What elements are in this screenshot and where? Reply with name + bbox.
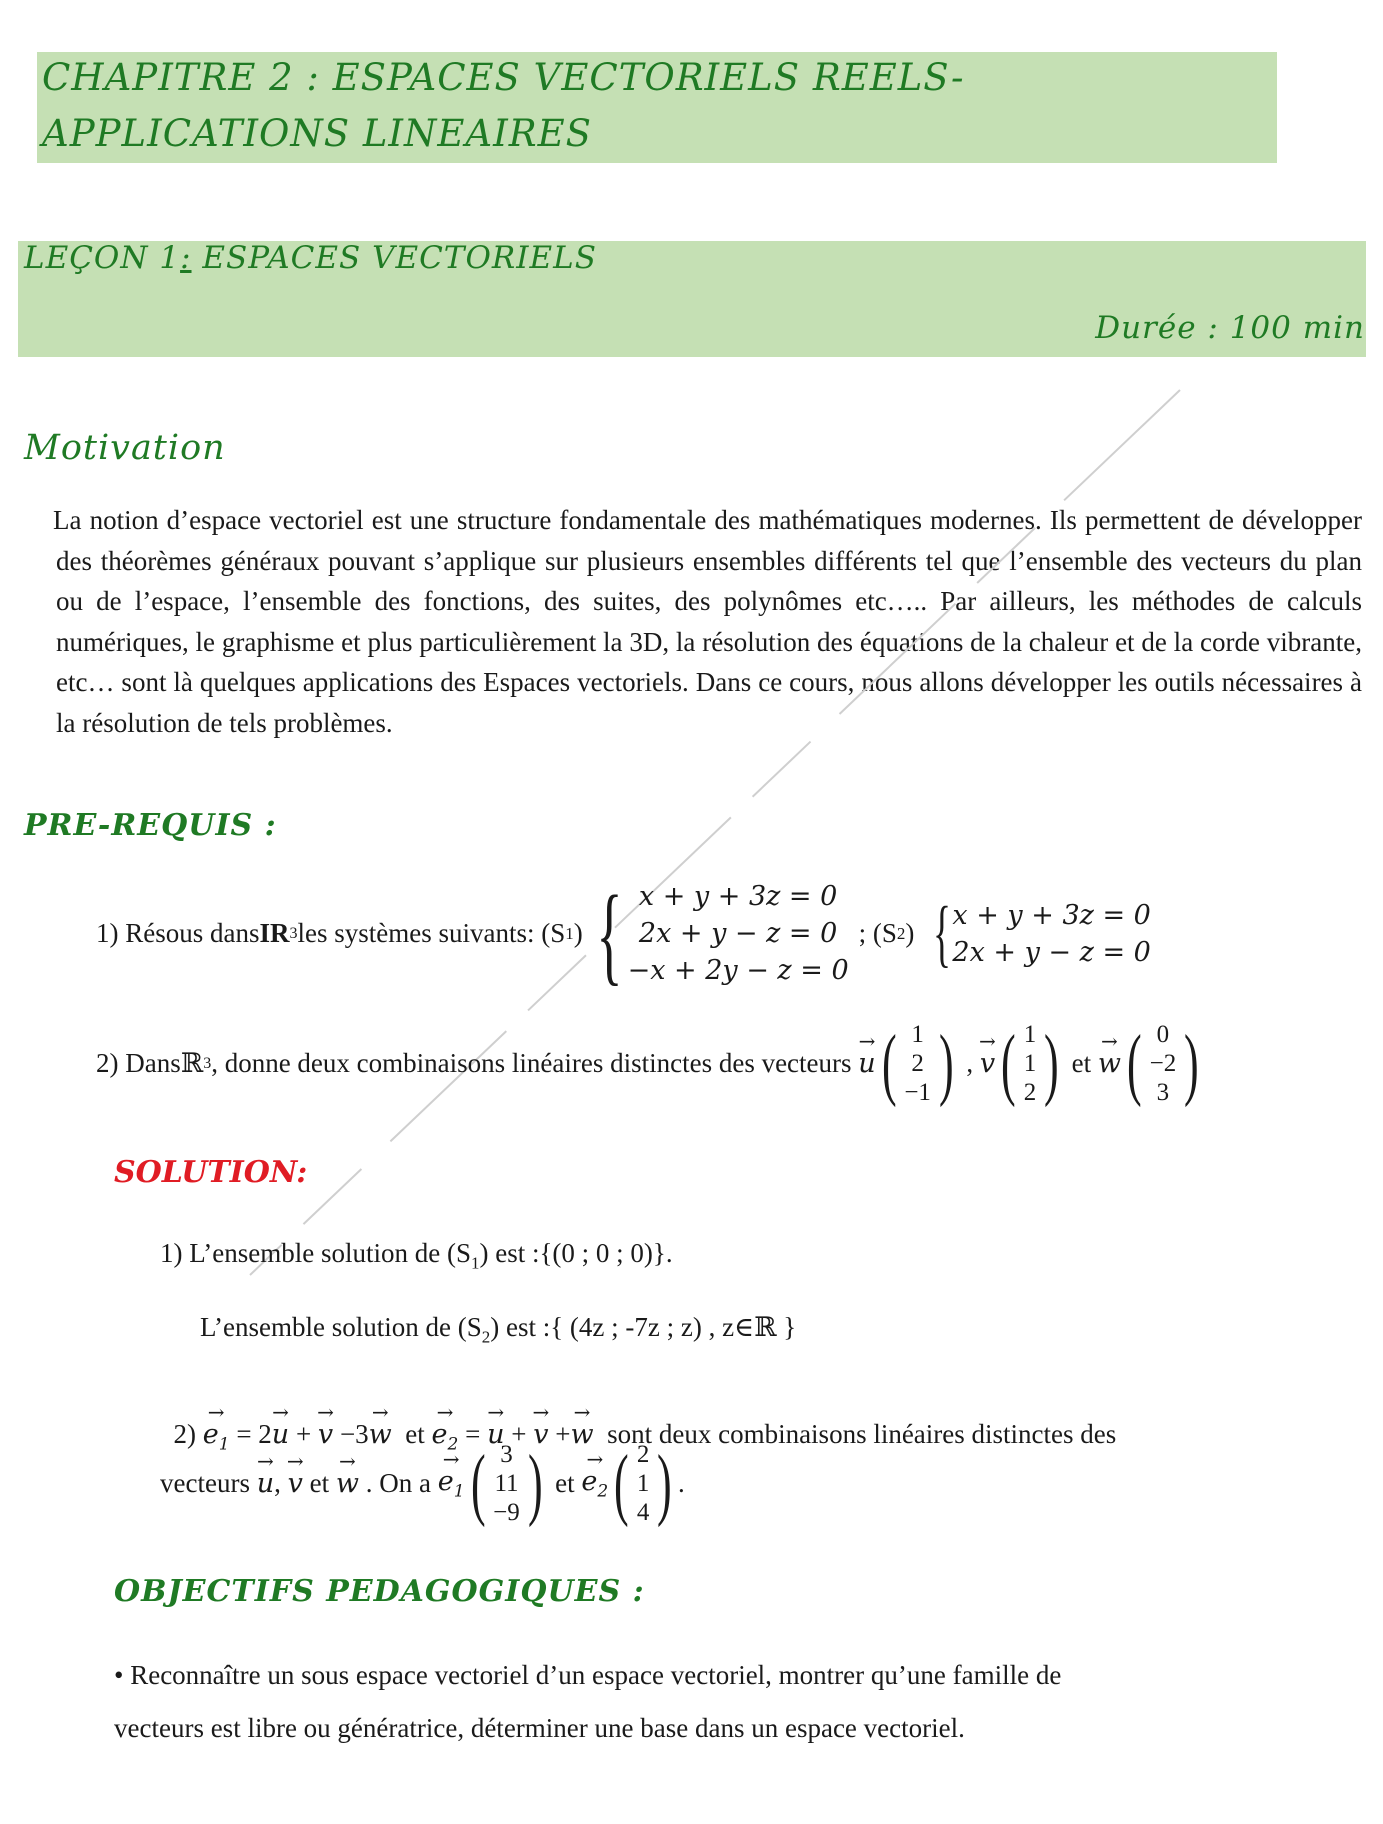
- pen-stroke-decoration: [240, 385, 1190, 1285]
- motivation-heading: Motivation: [24, 428, 226, 468]
- system-s2-brace: {: [933, 892, 952, 975]
- sol2-l2-w: → w: [336, 1468, 359, 1499]
- solution-2-line-2: [160, 1440, 685, 1527]
- q2-prefix: 2) Dans: [96, 1048, 181, 1078]
- sol2-l2-v: → v: [288, 1468, 303, 1499]
- w-comp-2: −2: [1149, 1050, 1177, 1077]
- vector-w-name: → w: [1098, 1048, 1121, 1079]
- sol2-l2-e1: → $e_1$: [438, 1466, 465, 1501]
- sol2-w2: → w: [570, 1419, 593, 1450]
- solution-1-line-1: [160, 1238, 673, 1273]
- sol2-plus2: +: [504, 1419, 534, 1449]
- sol2-eq1: = 2: [229, 1419, 272, 1449]
- system-s1: [628, 878, 849, 989]
- e1-name: → $e_1$: [203, 1419, 230, 1454]
- vector-u: ( 1 2 −1 ): [881, 1019, 954, 1108]
- w-comp-3: 3: [1156, 1079, 1170, 1106]
- vector-u-name: → u: [858, 1048, 875, 1079]
- solution-1-line-2: [200, 1312, 796, 1347]
- e1-comp-3: −9: [493, 1499, 520, 1526]
- e1-comp-2: 11: [494, 1470, 519, 1497]
- vector-e2: ( 2 1 4 ): [614, 1439, 673, 1528]
- sol1-l1-b: ) est :{(0 ; 0 ; 0)}.: [479, 1238, 673, 1268]
- sol2-v: → v: [318, 1419, 333, 1450]
- s1-equation-2: 2x + y − z = 0: [638, 918, 838, 949]
- e2-comp-3: 4: [636, 1499, 650, 1526]
- objectifs-bullet-line-1: • Reconnaître un sous espace vectoriel d’un espace vectoriel, montrer qu’une famille de: [114, 1660, 1062, 1690]
- sol2-minus3: −3: [333, 1419, 369, 1449]
- sol2-l2-ona: . On a: [358, 1468, 438, 1498]
- q2-et: et: [1064, 1048, 1098, 1078]
- v-comp-1: 1: [1023, 1021, 1037, 1048]
- solution-heading: SOLUTION:: [114, 1155, 308, 1190]
- sol1-l2-a: L’ensemble solution de (S: [200, 1312, 482, 1342]
- q2-exponent: 3: [203, 1054, 212, 1072]
- objectifs-heading: OBJECTIFS PEDAGOGIQUES :: [114, 1574, 645, 1609]
- q1-space: IR: [259, 918, 290, 948]
- prerequis-question-2: [96, 1020, 1205, 1107]
- sol1-l2-b: ) est :{ (4z ; -7z ; z) , z∈ℝ }: [490, 1312, 797, 1342]
- prerequis-heading: PRE-REQUIS :: [24, 808, 277, 843]
- q1-sub2: 2: [896, 923, 906, 943]
- w-comp-1: 0: [1156, 1021, 1170, 1048]
- system-s2: [952, 897, 1150, 971]
- system-s1-brace: {: [595, 872, 623, 995]
- chapter-title-line1: CHAPITRE 2 : ESPACES VECTORIELS REELS-: [42, 56, 965, 99]
- sol1-l1-a: 1) L’ensemble solution de (S: [160, 1238, 471, 1268]
- e1-comp-1: 3: [500, 1441, 513, 1468]
- q1-mid: les systèmes suivants: (S: [297, 918, 566, 948]
- sol2-prefix: 2): [173, 1419, 203, 1449]
- sol2-eq2: =: [458, 1419, 488, 1449]
- sol2-u: → u: [272, 1419, 289, 1450]
- sol2-l2-end: .: [678, 1468, 685, 1498]
- lesson-duration: Durée : 100 min: [1095, 310, 1365, 346]
- s2-equation-1: x + y + 3z = 0: [952, 899, 1151, 931]
- sol2-l2-et2: et: [548, 1468, 582, 1498]
- vector-v-name: → v: [980, 1048, 995, 1079]
- e2-comp-1: 2: [636, 1441, 650, 1468]
- lesson-title-colon: :: [180, 240, 192, 276]
- q1-exponent: 3: [289, 924, 298, 942]
- q1-close2: ): [905, 918, 915, 948]
- sol2-l2-e2: → $e_2$: [581, 1466, 608, 1501]
- prerequis-question-1: [96, 872, 1151, 995]
- lesson-title-prefix: LEÇON 1: [24, 240, 181, 276]
- s2-equation-2: 2x + y − z = 0: [952, 936, 1151, 968]
- sol2-u2: → u: [487, 1419, 504, 1450]
- sol2-plus: +: [289, 1419, 318, 1449]
- chapter-title-line2: APPLICATIONS LINEAIRES: [42, 112, 592, 155]
- e2-comp-2: 1: [636, 1470, 650, 1497]
- q2-mid: , donne deux combinaisons linéaires distinctes des vecteurs: [211, 1048, 859, 1078]
- q2-comma: ,: [959, 1048, 980, 1078]
- vector-e1: ( 3 11 −9 ): [470, 1439, 543, 1528]
- q2-space: ℝ: [180, 1048, 204, 1078]
- sol2-w: → w: [369, 1419, 392, 1450]
- sol2-l2-u: → u: [257, 1468, 274, 1499]
- sol2-l2-prefix: vecteurs: [160, 1468, 257, 1498]
- u-comp-2: 2: [911, 1050, 924, 1077]
- s1-equation-3: −x + 2y − z = 0: [627, 955, 849, 986]
- u-comp-3: −1: [904, 1079, 931, 1106]
- v-comp-2: 1: [1023, 1050, 1037, 1077]
- v-comp-3: 2: [1023, 1079, 1037, 1106]
- u-comp-1: 1: [911, 1021, 924, 1048]
- objectifs-bullet-line-2: vecteurs est libre ou génératrice, déterminer une base dans un espace vectoriel.: [114, 1713, 965, 1743]
- vector-w: ( 0 −2 3 ): [1126, 1019, 1199, 1108]
- sol2-l2-comma: ,: [274, 1468, 288, 1498]
- sol2-tail: sont deux combinaisons linéaires distinctes des: [593, 1419, 1117, 1449]
- sol2-v2: → v: [533, 1419, 548, 1450]
- motivation-paragraph: La notion d’espace vectoriel est une structure fondamentale des mathématiques modernes. Ils permettent de développer des théorèmes généraux pouvant s’applique sur plusieurs ensembles différents tel que l’ensemble des vecteurs du plan ou de l’espace, l’ensemble des fonctions, des suites, des polynômes etc….. Par ailleurs, les méthodes de calculs numériques, le graphisme et plus particulièrement la 3D, la résolution des équations de la chaleur et de la corde vibrante, etc… sont là quelques applications des Espaces vectoriels. Dans ce cours, nous allons développer les outils nécessaires à la résolution de tels problèmes.: [53, 505, 1362, 738]
- sol2-plus3: +: [548, 1419, 571, 1449]
- s1-equation-1: x + y + 3z = 0: [638, 881, 838, 912]
- lesson-title: [24, 240, 597, 276]
- sol2-et: et: [391, 1419, 432, 1449]
- sol1-l1-sub: 1: [470, 1253, 480, 1273]
- q1-close: ): [573, 918, 583, 948]
- lesson-title-rest: ESPACES VECTORIELS: [191, 240, 597, 276]
- sol2-l2-et: et: [302, 1468, 336, 1498]
- q1-sub1: 1: [565, 923, 574, 943]
- q1-prefix: 1) Résous dans: [96, 918, 260, 948]
- sol1-l2-sub: 2: [481, 1327, 491, 1347]
- vector-v: ( 1 1 2 ): [1001, 1019, 1059, 1108]
- e2-name: → $e_2$: [432, 1419, 459, 1454]
- q1-sep: ; (S: [858, 918, 897, 948]
